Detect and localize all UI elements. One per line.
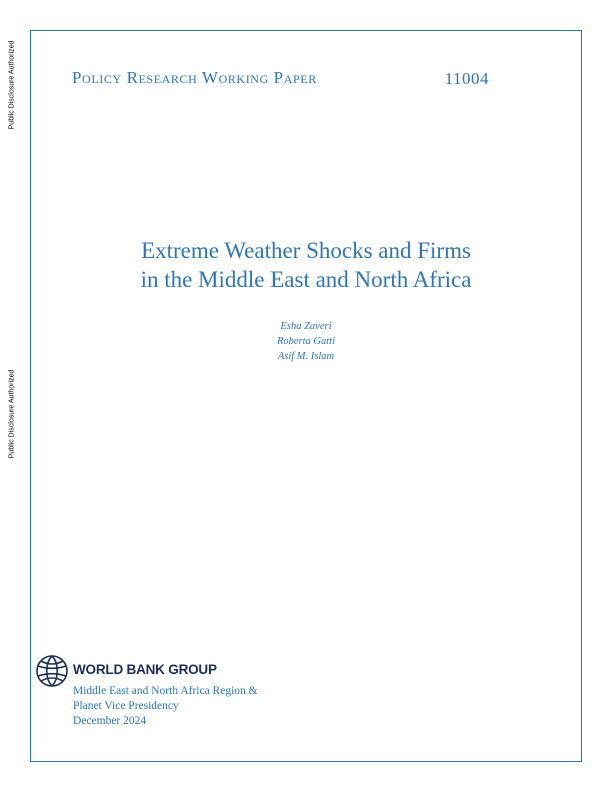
paper-title [40, 236, 572, 294]
series-title: Policy Research Working Paper [72, 68, 317, 87]
organization-name: WORLD BANK GROUP [73, 662, 217, 677]
author-name: Esha Zaveri [280, 321, 332, 332]
author-name: Asif M. Islam [277, 351, 335, 362]
region-line: Middle East and North Africa Region & [73, 685, 258, 697]
author-list [40, 319, 572, 364]
organization-details [73, 684, 258, 729]
publication-date: December 2024 [73, 715, 147, 727]
disclosure-text-middle: Public Disclosure Authorized [8, 369, 16, 459]
paper-title-line-1: Extreme Weather Shocks and Firms [141, 238, 471, 263]
paper-title-line-2: in the Middle East and North Africa [140, 267, 472, 292]
cover-frame [30, 30, 582, 762]
paper-number: 11004 [444, 69, 489, 88]
author-name: Roberta Gatti [276, 336, 336, 347]
vice-presidency-line: Planet Vice Presidency [73, 700, 179, 712]
world-bank-globe-icon [35, 654, 69, 688]
disclosure-text-top: Public Disclosure Authorized [8, 40, 16, 130]
